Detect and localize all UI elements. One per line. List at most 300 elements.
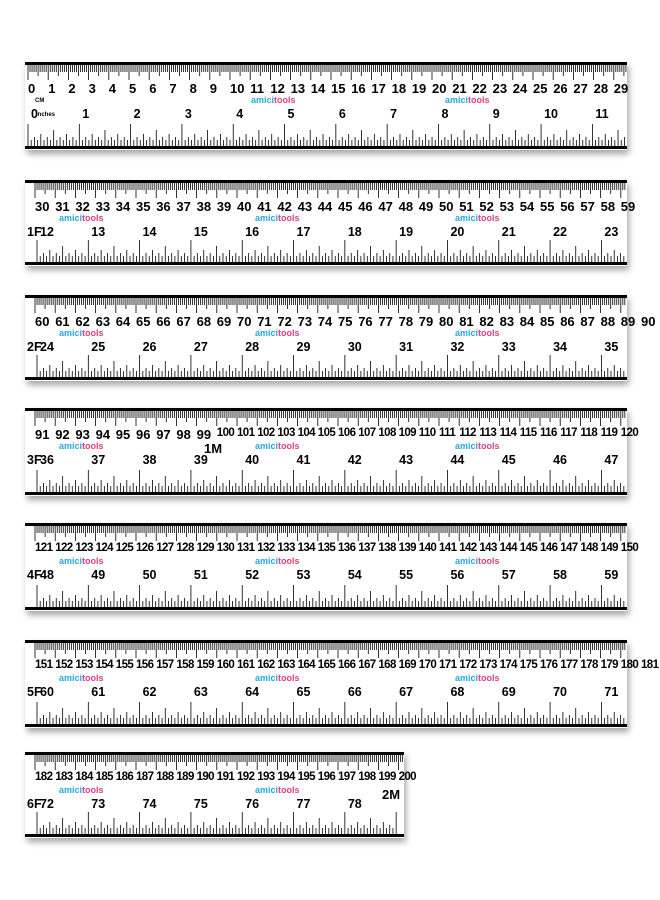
inch-label: 33	[501, 340, 516, 354]
cm-label: 200	[398, 771, 416, 783]
inch-label: 7	[390, 107, 398, 121]
ruler-strip	[25, 640, 659, 728]
cm-label: 144	[499, 542, 517, 554]
cm-label: 90	[641, 314, 656, 329]
ruler-strip	[25, 180, 636, 266]
cm-label: 109	[398, 427, 416, 439]
cm-label: 143	[479, 542, 497, 554]
inch-label: 65	[296, 685, 311, 699]
brand-logo: amicitools	[455, 441, 500, 451]
cm-label: 30	[35, 199, 50, 214]
ruler-ticks	[25, 180, 627, 266]
cm-label: 167	[358, 659, 376, 671]
cm-label: 57	[580, 199, 595, 214]
inch-label: 40	[245, 453, 260, 467]
cm-label: 151	[35, 659, 53, 671]
cm-label: 147	[560, 542, 578, 554]
cm-label: 133	[277, 542, 295, 554]
top-edge-line	[25, 295, 627, 298]
cm-label: 115	[519, 427, 537, 439]
ruler-ticks	[25, 62, 627, 150]
ruler-ticks	[25, 295, 627, 381]
cm-label: 141	[439, 542, 457, 554]
cm-label: 77	[378, 314, 393, 329]
cm-label: 12	[270, 81, 285, 96]
cm-label: 2	[68, 81, 76, 96]
inch-label: 38	[142, 453, 157, 467]
inch-label: 61	[91, 685, 106, 699]
inch-label: 56	[450, 568, 465, 582]
inch-label: 16	[245, 225, 260, 239]
cm-label: 129	[196, 542, 214, 554]
brand-logo: amicitools	[455, 213, 500, 223]
cm-label: 56	[560, 199, 575, 214]
cm-label: 51	[459, 199, 474, 214]
inch-label: 55	[399, 568, 414, 582]
inch-label: 24	[40, 340, 54, 354]
cm-label: 171	[439, 659, 457, 671]
cm-label: 149	[600, 542, 618, 554]
top-edge-line	[25, 523, 627, 526]
cm-label: 26	[553, 81, 568, 96]
cm-label: 99	[196, 427, 212, 442]
inch-label: 9	[492, 107, 500, 121]
cm-label: 176	[540, 659, 558, 671]
cm-label: 70	[237, 314, 252, 329]
cm-label: 121	[35, 542, 53, 554]
cm-label: 113	[479, 427, 497, 439]
bottom-edge-line	[25, 377, 627, 380]
cm-label: 107	[358, 427, 376, 439]
inch-label: 46	[553, 453, 567, 467]
inch-label: 58	[553, 568, 567, 582]
bottom-edge-line	[25, 262, 627, 265]
cm-label: 162	[257, 659, 275, 671]
brand-logo: amicitools	[59, 556, 104, 566]
cm-label: 66	[156, 314, 171, 329]
inch-label: 45	[501, 453, 516, 467]
cm-label: 122	[55, 542, 73, 554]
cm-label: 42	[277, 199, 292, 214]
cm-label: 5	[129, 81, 137, 96]
cm-label: 79	[418, 314, 434, 329]
meter-label: 2M	[382, 787, 401, 802]
inch-label: 74	[142, 797, 157, 811]
inch-label: 48	[40, 568, 54, 582]
cm-label: 36	[156, 199, 171, 214]
inch-label: 27	[193, 340, 208, 354]
cm-label: 98	[176, 427, 191, 442]
cm-label: 59	[620, 199, 636, 214]
cm-label: 45	[338, 199, 353, 214]
cm-label: 43	[297, 199, 313, 214]
cm-label: 111	[439, 427, 456, 439]
inch-label: 54	[347, 568, 362, 582]
cm-label: 131	[237, 542, 255, 554]
cm-label: 52	[479, 199, 494, 214]
cm-label: 85	[540, 314, 555, 329]
inch-label: 8	[441, 107, 449, 121]
brand-logo: amicitools	[445, 95, 490, 105]
inch-label: 1	[82, 107, 90, 121]
cm-label: 76	[358, 314, 373, 329]
cm-label: 130	[216, 542, 235, 554]
cm-label: 146	[540, 542, 558, 554]
bottom-edge-line	[25, 607, 627, 610]
cm-label: 46	[358, 199, 373, 214]
inch-label: 64	[245, 685, 260, 699]
cm-label: 124	[95, 542, 113, 554]
cm-label: 61	[55, 314, 70, 329]
cm-label: 75	[338, 314, 353, 329]
cm-label: 31	[55, 199, 70, 214]
cm-label: 136	[338, 542, 356, 554]
cm-label: 6	[149, 81, 157, 96]
cm-label: 103	[277, 427, 295, 439]
cm-label: 58	[600, 199, 616, 214]
unit-inches-label: Inches	[36, 112, 56, 118]
cm-label: 38	[196, 199, 212, 214]
brand-logo: amicitools	[455, 673, 500, 683]
cm-label: 179	[600, 659, 618, 671]
cm-label: 29	[613, 81, 629, 96]
cm-label: 102	[257, 427, 275, 439]
ruler-strip	[25, 752, 416, 838]
cm-label: 3	[88, 81, 96, 96]
foot-label: 1F	[27, 225, 42, 239]
cm-label: 9	[209, 81, 218, 96]
inch-label: 52	[245, 568, 260, 582]
inch-label: 49	[91, 568, 106, 582]
inch-label: 4	[236, 107, 244, 121]
cm-label: 186	[115, 771, 134, 783]
cm-label: 128	[176, 542, 194, 554]
inch-label: 18	[347, 225, 362, 239]
cm-label: 21	[452, 81, 467, 96]
cm-label: 182	[35, 771, 53, 783]
ruler-strip	[25, 408, 639, 496]
cm-label: 55	[540, 199, 555, 214]
cm-label: 84	[519, 314, 535, 329]
brand-logo: amicitools	[255, 441, 300, 451]
cm-label: 23	[492, 81, 508, 96]
cm-label: 169	[398, 659, 416, 671]
cm-label: 68	[196, 314, 212, 329]
foot-label: 3F	[27, 453, 42, 467]
inch-label: 29	[296, 340, 311, 354]
inch-label: 62	[142, 685, 157, 699]
foot-label: 4F	[27, 568, 42, 582]
cm-label: 94	[95, 427, 111, 442]
cm-label: 22	[472, 81, 487, 96]
cm-label: 114	[499, 427, 517, 439]
bottom-edge-line	[25, 834, 404, 837]
cm-label: 142	[459, 542, 477, 554]
cm-label: 96	[136, 427, 151, 442]
cm-label: 152	[55, 659, 73, 671]
inch-label: 34	[553, 340, 567, 354]
cm-label: 48	[398, 199, 414, 214]
inch-label: 17	[296, 225, 311, 239]
cm-label: 10	[230, 81, 245, 96]
cm-label: 134	[297, 542, 315, 554]
inch-label: 26	[142, 340, 157, 354]
cm-label: 63	[95, 314, 111, 329]
inch-label: 60	[40, 685, 54, 699]
inch-label: 36	[40, 453, 54, 467]
meter-label: 1M	[204, 441, 223, 456]
inch-label: 78	[347, 797, 362, 811]
ruler-strip	[25, 523, 639, 611]
cm-label: 78	[398, 314, 414, 329]
inch-label: 32	[450, 340, 465, 354]
bottom-edge-line	[25, 724, 627, 727]
brand-logo: amicitools	[59, 213, 104, 223]
cm-label: 178	[580, 659, 598, 671]
inch-label: 0	[31, 107, 38, 121]
inch-label: 63	[193, 685, 208, 699]
cm-label: 199	[378, 771, 396, 783]
cm-label: 150	[620, 542, 639, 554]
ruler-ticks	[25, 640, 627, 728]
inch-label: 75	[193, 797, 208, 811]
cm-label: 193	[257, 771, 275, 783]
cm-label: 198	[358, 771, 376, 783]
cm-label: 67	[176, 314, 191, 329]
inch-label: 3	[184, 107, 192, 121]
cm-label: 7	[169, 81, 177, 96]
cm-label: 116	[540, 427, 557, 439]
cm-label: 97	[156, 427, 171, 442]
cm-label: 174	[499, 659, 517, 671]
cm-label: 173	[479, 659, 497, 671]
cm-label: 32	[75, 199, 90, 214]
cm-label: 35	[136, 199, 151, 214]
cm-label: 180	[620, 659, 639, 671]
unit-cm-label: CM	[35, 98, 45, 104]
cm-label: 104	[297, 427, 315, 439]
cm-label: 47	[378, 199, 393, 214]
inch-label: 41	[296, 453, 311, 467]
bottom-edge-line	[25, 492, 627, 495]
inch-label: 30	[347, 340, 362, 354]
inch-label: 37	[91, 453, 106, 467]
inch-label: 43	[399, 453, 414, 467]
inch-label: 15	[193, 225, 208, 239]
cm-label: 138	[378, 542, 396, 554]
cm-label: 163	[277, 659, 295, 671]
cm-label: 1	[48, 81, 56, 96]
cm-label: 91	[35, 427, 50, 442]
cm-label: 125	[115, 542, 134, 554]
inch-label: 70	[553, 685, 567, 699]
cm-label: 54	[519, 199, 535, 214]
inch-label: 14	[142, 225, 157, 239]
cm-label: 27	[573, 81, 588, 96]
inch-label: 5	[287, 107, 295, 121]
cm-label: 14	[310, 81, 326, 96]
cm-label: 126	[136, 542, 154, 554]
top-edge-line	[25, 180, 627, 183]
ruler-strip	[25, 62, 627, 150]
cm-label: 89	[620, 314, 636, 329]
inch-label: 73	[91, 797, 106, 811]
cm-label: 165	[317, 659, 336, 671]
inch-label: 47	[604, 453, 619, 467]
cm-label: 33	[95, 199, 111, 214]
cm-label: 119	[600, 427, 618, 439]
cm-label: 81	[459, 314, 474, 329]
cm-label: 197	[338, 771, 356, 783]
inch-label: 12	[40, 225, 54, 239]
brand-logo: amicitools	[255, 785, 300, 795]
inch-label: 44	[450, 453, 465, 467]
top-edge-line	[25, 752, 404, 755]
cm-label: 190	[196, 771, 214, 783]
inch-label: 77	[296, 797, 311, 811]
inch-label: 42	[347, 453, 362, 467]
cm-label: 87	[580, 314, 595, 329]
cm-label: 117	[560, 427, 577, 439]
inch-label: 35	[604, 340, 619, 354]
inch-label: 67	[399, 685, 414, 699]
cm-label: 118	[580, 427, 598, 439]
cm-label: 83	[499, 314, 515, 329]
cm-label: 49	[418, 199, 434, 214]
brand-logo: amicitools	[255, 213, 300, 223]
cm-label: 195	[297, 771, 315, 783]
brand-logo: amicitools	[59, 785, 104, 795]
cm-label: 50	[439, 199, 454, 214]
inch-label: 50	[142, 568, 157, 582]
cm-label: 120	[620, 427, 639, 439]
cm-label: 17	[371, 81, 386, 96]
cm-label: 64	[115, 314, 131, 329]
cm-label: 177	[560, 659, 578, 671]
inch-label: 66	[347, 685, 362, 699]
cm-label: 74	[317, 314, 333, 329]
cm-label: 101	[237, 427, 255, 439]
cm-label: 123	[75, 542, 93, 554]
cm-label: 86	[560, 314, 575, 329]
cm-label: 127	[156, 542, 174, 554]
inch-label: 20	[450, 225, 465, 239]
cm-label: 93	[75, 427, 90, 442]
cm-label: 189	[176, 771, 194, 783]
cm-label: 148	[580, 542, 598, 554]
top-edge-line	[25, 640, 627, 643]
inch-label: 21	[501, 225, 516, 239]
cm-label: 34	[115, 199, 131, 214]
cm-label: 24	[512, 81, 528, 96]
cm-label: 18	[391, 81, 407, 96]
cm-label: 135	[317, 542, 336, 554]
cm-label: 161	[237, 659, 255, 671]
cm-label: 92	[55, 427, 70, 442]
cm-label: 155	[115, 659, 134, 671]
brand-logo: amicitools	[255, 556, 300, 566]
cm-label: 132	[257, 542, 275, 554]
cm-label: 53	[499, 199, 515, 214]
cm-label: 187	[136, 771, 154, 783]
cm-label: 185	[95, 771, 113, 783]
cm-label: 60	[35, 314, 50, 329]
cm-label: 175	[519, 659, 538, 671]
ruler-strip	[25, 295, 656, 381]
inch-label: 39	[193, 453, 208, 467]
cm-label: 4	[108, 81, 117, 96]
cm-label: 0	[28, 81, 36, 96]
cm-label: 73	[297, 314, 313, 329]
cm-label: 44	[317, 199, 333, 214]
inch-label: 19	[399, 225, 414, 239]
cm-label: 166	[338, 659, 356, 671]
cm-label: 164	[297, 659, 315, 671]
inch-label: 59	[604, 568, 619, 582]
foot-label: 5F	[27, 685, 42, 699]
ruler-ticks	[25, 523, 627, 611]
cm-label: 170	[418, 659, 437, 671]
brand-logo: amicitools	[59, 328, 104, 338]
cm-label: 153	[75, 659, 93, 671]
brand-logo: amicitools	[59, 673, 104, 683]
inch-label: 71	[604, 685, 619, 699]
cm-label: 62	[75, 314, 90, 329]
cm-label: 137	[358, 542, 376, 554]
foot-label: 6F	[27, 797, 42, 811]
cm-label: 80	[439, 314, 454, 329]
cm-label: 183	[55, 771, 73, 783]
brand-logo: amicitools	[251, 95, 296, 105]
cm-label: 145	[519, 542, 538, 554]
cm-label: 168	[378, 659, 396, 671]
cm-label: 69	[216, 314, 232, 329]
cm-label: 181	[641, 659, 659, 671]
cm-label: 105	[317, 427, 336, 439]
cm-label: 65	[136, 314, 151, 329]
top-edge-line	[25, 408, 627, 411]
cm-label: 157	[156, 659, 174, 671]
cm-label: 72	[277, 314, 292, 329]
cm-label: 11	[250, 81, 264, 96]
brand-logo: amicitools	[455, 328, 500, 338]
cm-label: 13	[290, 81, 306, 96]
top-edge-line	[25, 62, 627, 65]
brand-logo: amicitools	[255, 673, 300, 683]
cm-label: 100	[216, 427, 235, 439]
cm-label: 37	[176, 199, 191, 214]
inch-label: 53	[296, 568, 311, 582]
cm-label: 28	[593, 81, 609, 96]
inch-label: 25	[91, 340, 106, 354]
cm-label: 8	[189, 81, 197, 96]
cm-label: 194	[277, 771, 295, 783]
brand-logo: amicitools	[455, 556, 500, 566]
cm-label: 160	[216, 659, 235, 671]
brand-logo: amicitools	[59, 441, 104, 451]
inch-label: 13	[91, 225, 106, 239]
cm-label: 39	[216, 199, 232, 214]
inch-label: 28	[245, 340, 260, 354]
cm-label: 41	[257, 199, 272, 214]
inch-label: 11	[595, 107, 609, 121]
inch-label: 31	[399, 340, 414, 354]
cm-label: 106	[338, 427, 356, 439]
brand-logo: amicitools	[255, 328, 300, 338]
inch-label: 68	[450, 685, 465, 699]
inch-label: 2	[133, 107, 141, 121]
cm-label: 95	[115, 427, 131, 442]
